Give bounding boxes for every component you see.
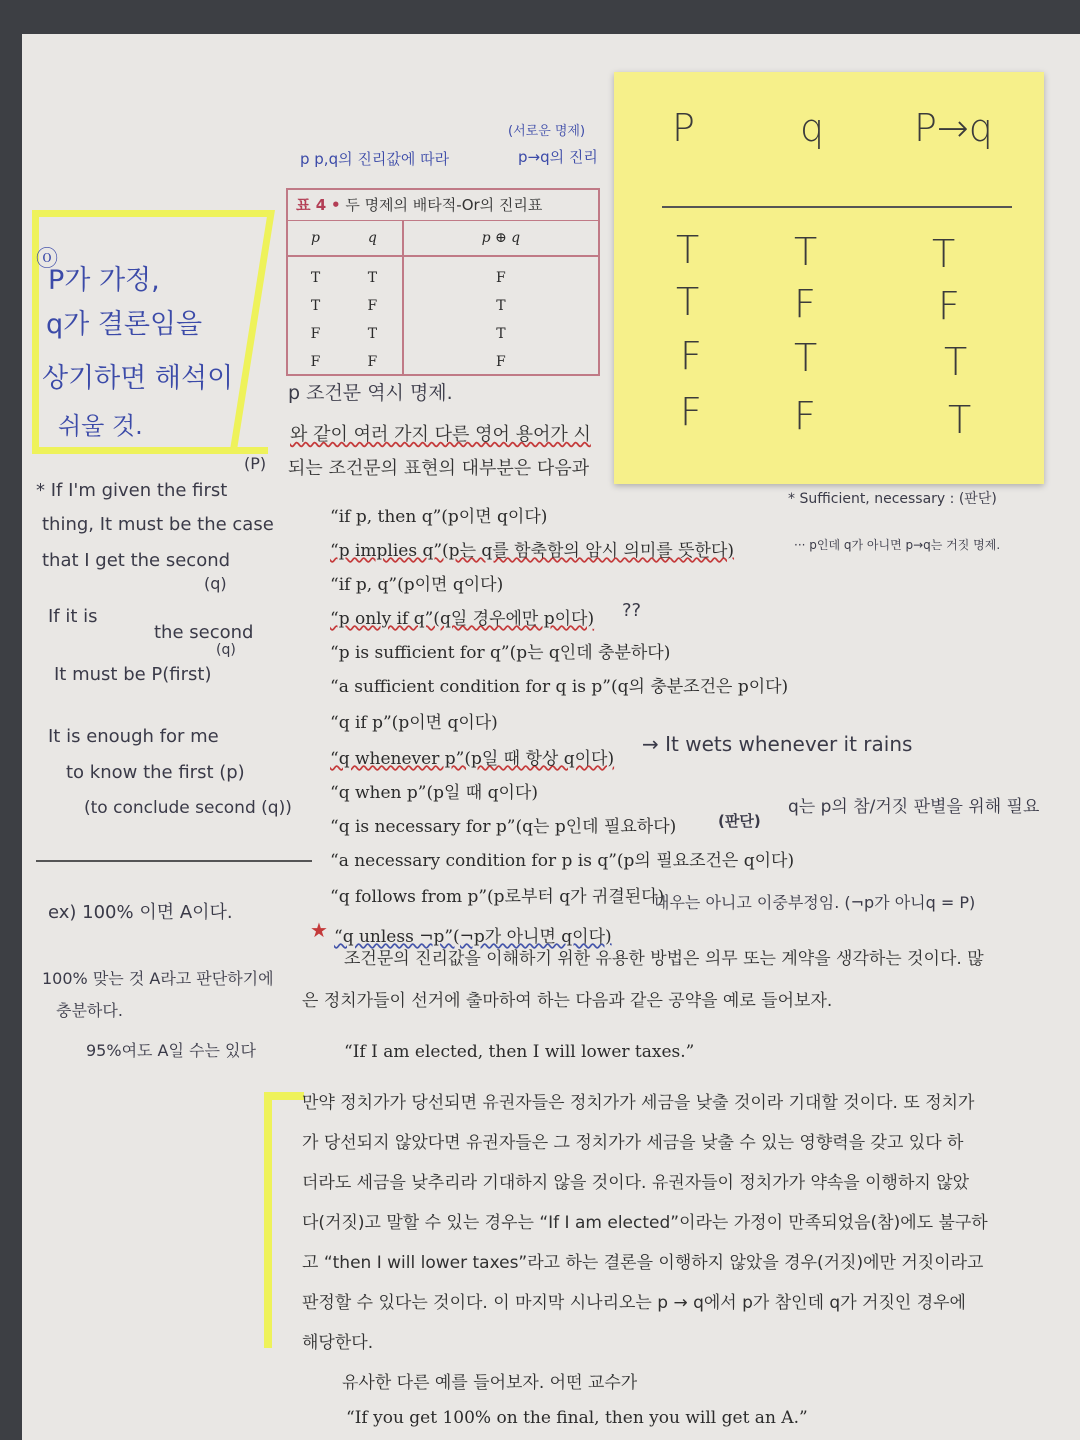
table-row bbox=[288, 320, 598, 348]
table-caption bbox=[288, 190, 598, 221]
quote-final: “If you get 100% on the final, then you will get an A.” bbox=[346, 1408, 808, 1428]
table-cell: F bbox=[403, 348, 598, 376]
sticky-divider bbox=[662, 206, 1012, 208]
sticky-cell: T bbox=[944, 340, 968, 384]
note-unless: 대우는 아니고 이중부정임. (¬p가 아니q = P) bbox=[654, 893, 976, 912]
condition-item: “q follows from p”(p로부터 q가 귀결된다) bbox=[330, 887, 665, 907]
sticky-cell: T bbox=[794, 230, 818, 274]
condition-item: “q when p”(p일 때 q이다) bbox=[330, 783, 538, 803]
xor-truth-table bbox=[286, 188, 600, 376]
condition-item: “q whenever p”(p일 때 항상 q이다) bbox=[330, 749, 615, 769]
sticky-cell: T bbox=[794, 336, 818, 380]
paragraph-line: 다(거짓)고 말할 수 있는 경우는 “If I am elected”이라는 가정이 만족되었음(참)에도 불구하 bbox=[302, 1213, 988, 1233]
sticky-cell: F bbox=[794, 394, 816, 438]
condition-item: “p implies q”(p는 q를 함축함의 암시 의미를 뜻한다) bbox=[330, 541, 735, 561]
table-cell: T bbox=[310, 270, 321, 286]
note-conclusion: q가 결론임을 bbox=[46, 309, 203, 340]
sticky-note bbox=[614, 72, 1044, 484]
left-note: 100% 맞는 것 A라고 판단하기에 bbox=[42, 969, 274, 988]
sticky-cell: F bbox=[938, 284, 960, 328]
left-note: (q) bbox=[216, 642, 236, 658]
paragraph-line: 유사한 다른 예를 들어보자. 어떤 교수가 bbox=[342, 1373, 638, 1393]
note-whenever: → It wets whenever it rains bbox=[642, 732, 913, 756]
table-row bbox=[288, 348, 598, 376]
table-header: p ⊕ q bbox=[403, 221, 598, 256]
paragraph-line: 가 당선되지 않았다면 유권자들은 그 정치가가 세금을 낮출 수 있는 영향력을 갖고 있다 하 bbox=[302, 1133, 964, 1153]
left-note: It is enough for me bbox=[48, 726, 219, 747]
table-cell: T bbox=[403, 320, 598, 348]
highlight-bar bbox=[264, 1092, 304, 1100]
sticky-cell: T bbox=[676, 280, 700, 324]
sticky-cell: F bbox=[680, 334, 702, 378]
note-question: ?? bbox=[622, 600, 642, 621]
p-mark: (P) bbox=[244, 454, 267, 473]
left-note: If it is bbox=[48, 606, 98, 627]
table-cell: F bbox=[367, 354, 378, 370]
note-implication-truth: p→q의 진리 bbox=[518, 148, 598, 166]
note-judge: (판단) bbox=[718, 812, 761, 830]
note-conditional-is-proposition: p 조건문 역시 명제. bbox=[288, 382, 453, 404]
sticky-cell: F bbox=[680, 390, 702, 434]
body-line: 되는 조건문의 표현의 대부분은 다음과 bbox=[288, 458, 590, 479]
condition-item: “p is sufficient for q”(p는 q인데 충분하다) bbox=[330, 643, 671, 663]
textbook-page bbox=[22, 34, 1080, 1440]
table-row bbox=[288, 292, 598, 320]
sticky-header-q: q bbox=[800, 106, 825, 150]
paragraph-line: 만약 정치가가 당선되면 유권자들은 정치가가 세금을 낮출 것이라 기대할 것이다. 또 정치가 bbox=[302, 1093, 975, 1113]
paragraph-line: 조건문의 진리값을 이해하기 위한 유용한 방법은 의무 또는 계약을 생각하는 것이다. 많 bbox=[344, 949, 984, 969]
left-note: ex) 100% 이면 A이다. bbox=[48, 902, 233, 923]
sticky-cell: T bbox=[932, 232, 956, 276]
sticky-header-p: P bbox=[672, 106, 695, 150]
left-note: that I get the second bbox=[42, 550, 231, 571]
paragraph-line: 고 “then I will lower taxes”라고 하는 결론을 이행하지 않았을 경우(거짓)에만 거짓이라고 bbox=[302, 1253, 984, 1273]
condition-item: “q unless ¬p”(¬p가 아니면 q이다) bbox=[334, 927, 612, 947]
condition-item: “if p, then q”(p이면 q이다) bbox=[330, 507, 548, 527]
condition-item: “q is necessary for p”(q는 p인데 필요하다) bbox=[330, 817, 677, 837]
condition-item: “q if p”(p이면 q이다) bbox=[330, 713, 498, 733]
condition-item: “a necessary condition for p is q”(p의 필요조건은 q이다) bbox=[330, 851, 795, 871]
sticky-header-implication: P→q bbox=[914, 106, 993, 150]
star-mark: ★ bbox=[310, 918, 328, 942]
left-note: (q) bbox=[204, 574, 227, 593]
note-necessary: q는 p의 참/거짓 판별을 위해 필요 bbox=[788, 797, 1040, 817]
sticky-cell: T bbox=[676, 228, 700, 272]
paragraph-line: 은 정치가들이 선거에 출마하여 하는 다음과 같은 공약을 예로 들어보자. bbox=[302, 991, 833, 1011]
sticky-cell: F bbox=[794, 282, 816, 326]
table-row bbox=[288, 256, 598, 292]
sticky-cell: T bbox=[948, 398, 972, 442]
paragraph-line: 판정할 수 있다는 것이다. 이 마지막 시나리오는 p → q에서 p가 참인데 q가 거짓인 경우에 bbox=[302, 1293, 966, 1313]
paragraph-line: 해당한다. bbox=[302, 1333, 374, 1353]
note-new-proposition: (서로운 명제) bbox=[508, 124, 586, 139]
caption-bullet: • bbox=[330, 196, 341, 214]
left-note: 충분하다. bbox=[56, 1001, 123, 1020]
highlight-bar bbox=[264, 1092, 272, 1348]
table-cell: T bbox=[310, 298, 321, 314]
table-cell: T bbox=[367, 270, 378, 286]
condition-item: “if p, q”(p이면 q이다) bbox=[330, 575, 504, 595]
table-number: 표 4 bbox=[296, 196, 327, 214]
asterisk-mark: ⓞ bbox=[36, 247, 59, 272]
note-premise: P가 가정, bbox=[48, 265, 160, 296]
table-header: p bbox=[288, 221, 343, 256]
note-truth-by-pq: p p,q의 진리값에 따라 bbox=[300, 150, 450, 168]
table-cell: F bbox=[310, 326, 321, 342]
table-header: q bbox=[343, 221, 403, 256]
body-line: 와 같이 여러 가지 다른 영어 용어가 시 bbox=[290, 424, 591, 445]
table-cell: F bbox=[403, 256, 598, 292]
left-note: the second bbox=[154, 622, 254, 643]
left-note: thing, It must be the case bbox=[42, 514, 274, 535]
left-note: (to conclude second (q)) bbox=[84, 798, 292, 818]
left-note: 95%여도 A일 수는 있다 bbox=[86, 1041, 256, 1060]
note-divider bbox=[36, 860, 312, 862]
paragraph-line: 더라도 세금을 낮추리라 기대하지 않을 것이다. 유권자들이 정치가가 약속을 이행하지 않았 bbox=[302, 1173, 970, 1193]
left-note: * If I'm given the first bbox=[36, 480, 228, 501]
table-cell: T bbox=[403, 292, 598, 320]
table-cell: F bbox=[367, 298, 378, 314]
table-cell: T bbox=[367, 326, 378, 342]
note-implies: ··· p인데 q가 아니면 p→q는 거짓 명제. bbox=[794, 538, 1001, 552]
quote-elected: “If I am elected, then I will lower taxes.” bbox=[344, 1042, 695, 1062]
table-title: 두 명제의 배타적-Or의 진리표 bbox=[345, 196, 543, 214]
note-sufficient-necessary: * Sufficient, necessary : (판단) bbox=[788, 491, 997, 507]
left-note: to know the first (p) bbox=[66, 762, 245, 783]
condition-item: “a sufficient condition for q is p”(q의 충분조건은 p이다) bbox=[330, 677, 789, 697]
condition-item: “p only if q”(q일 경우에만 p이다) bbox=[330, 609, 595, 629]
table-cell: F bbox=[310, 354, 321, 370]
note-recall: 상기하면 해석이 bbox=[42, 363, 234, 394]
left-note: It must be P(first) bbox=[54, 664, 212, 685]
note-easy: 쉬울 것. bbox=[58, 412, 143, 440]
